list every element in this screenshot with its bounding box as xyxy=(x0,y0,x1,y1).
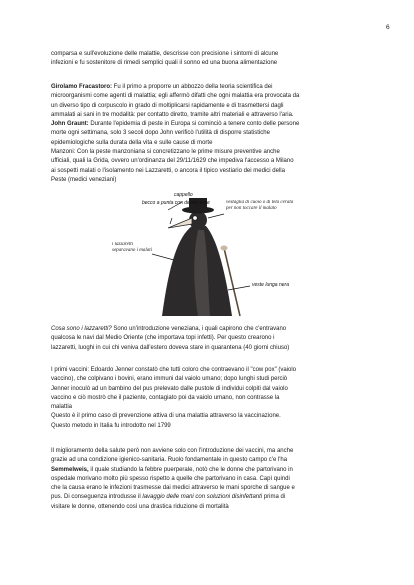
note-robe-material: vestaglia di cuoio o di tela cerata per non toccare il malato xyxy=(226,200,294,211)
graunt-paragraph xyxy=(51,120,369,148)
plague-doctor-illustration xyxy=(112,190,297,320)
lazzaretti-paragraph xyxy=(51,325,369,353)
text-line: malattia xyxy=(51,404,73,411)
text-line: un diverso tipo di corpuscolo in grado di moltiplicarsi rapidamente e di trasmettersi dagli xyxy=(51,102,284,109)
text-line: Peste (medici veneziani) xyxy=(51,176,117,183)
plague-doctor-figure xyxy=(112,190,297,320)
text-line: Sono un'introduzione veneziana, i quali capirono che c'entravano xyxy=(111,326,287,332)
text-line: ai sospetti malati o l'isolamento nei Lazzaretti, o ancora il tipico vestiario dei medici della xyxy=(51,167,285,174)
text-line: I primi vaccini: Edoardo Jenner constatò che tutti coloro che contraevano il "cow pox" (vaiolo xyxy=(51,367,297,373)
text-line: vaccino), che colpivano i bovini, erano immuni dal vaiolo umano; dopo lunghi studi perciò xyxy=(51,376,288,383)
text-line: ufficiali, quali la Grida, ovvero un'ordinanza del 29/11/1629 che impediva l'accesso a Milano xyxy=(51,158,294,165)
text-line: visitare le donne, ottenendo così una drastica riduzione di mortalità xyxy=(51,503,229,510)
graunt-name: John Graunt: xyxy=(51,121,89,127)
text-line: comparsa e sull'evoluzione delle malattie, descrisse con precisione i sintomi di alcune xyxy=(51,51,279,57)
text-line: Il miglioramento della salute però non avviene solo con l'introduzione dei vaccini, ma anche xyxy=(51,448,294,454)
text-line: epidemiologiche sulla durata della vita e sulle cause di morte xyxy=(51,139,213,146)
page-number: 6 xyxy=(386,24,390,31)
manzoni-paragraph xyxy=(51,148,369,185)
fracastoro-name: Girolamo Fracastoro: xyxy=(51,84,113,90)
text-line: lazzaretti, luoghi in cui chi veniva dall'estero doveva stare in quarantena (40 giorni chiuso) xyxy=(51,344,290,351)
text-line: ospedale morivano molto più spesso rispetto a quelle che partorivano in casa. Capì quindi xyxy=(51,475,290,482)
note-left: i lazzaretti separavano i malati xyxy=(112,242,152,253)
text-line: Jenner inoculò ad un bambino del pus prelevato dalle pustole di individui colpiti dal vaiolo xyxy=(51,385,288,392)
goggle-lens xyxy=(193,216,197,220)
note-long-robe: veste lunga nera xyxy=(252,282,289,288)
text-line: grazie ad una condizione igienico-sanitaria. Ruolo fondamentale in questo campo c'e l'ha xyxy=(51,457,288,464)
text-line: che la causa erano le infezioni trasmesse dai medici attraverso le mani sporche di sangue e xyxy=(51,485,295,492)
handwashing-emphasis: lavaggio delle mani con soluzioni disinfettanti xyxy=(142,494,263,501)
gloved-hand xyxy=(221,246,228,251)
note-mask: becco a punta con dentro erbe xyxy=(142,200,210,206)
text-line: ammalati ai sani in tre modalità: per contatto diretto, tramite altri materiali e attraverso l'aria. xyxy=(51,111,294,118)
text-line: vaccino e ciò mostrò che il paziente, contagiato poi da vaiolo umano, non contrasse la xyxy=(51,394,280,401)
text-line: infezioni e fu sostenitore di rimedi semplici quali il sonno ed una buona alimentazione xyxy=(51,60,278,67)
text-line: Manzoni: Con la peste manzoniana si concretizzano le prime misure preventive anche xyxy=(51,149,280,155)
note-robe-material-box xyxy=(226,200,296,240)
lazzaretti-question: Cosa sono i lazzaretti? xyxy=(51,326,112,332)
text-line: morte ogni settimana, solo 3 secoli dopo John verificò l'utilità di disporre statistiche xyxy=(51,130,270,137)
text-line: microorganismi come agenti di malattia; egli affermò difatti che ogni malattia era provocata da xyxy=(51,93,300,100)
text-segment: pus. Di conseguenza introdusse il xyxy=(51,494,143,501)
semmelweis-paragraph xyxy=(51,447,369,512)
text-line: Fu il primo a proporre un abbozzo della teoria scientifica dei xyxy=(112,84,273,90)
note-left-box xyxy=(112,242,156,278)
text-line: Durante l'epidemia di peste in Europa si cominciò a tenere conto delle persone xyxy=(88,121,300,127)
semmelweis-name: Semmelweis, xyxy=(51,466,89,473)
intro-paragraph xyxy=(51,50,369,69)
note-hat: cappello xyxy=(174,192,193,198)
vaccino-paragraph xyxy=(51,366,369,431)
fracastoro-paragraph xyxy=(51,83,369,120)
text-line: Questo è il primo caso di prevenzione attiva di una malattia attraverso la vaccinazione. xyxy=(51,413,281,420)
text-segment: prima di xyxy=(262,494,286,501)
text-line: Questo metodo in Italia fu introdotto nel 1799 xyxy=(51,422,171,429)
text-line: qualcosa le navi dal Medio Oriente (che importava topi infetti). Per questo crearono i xyxy=(51,335,275,342)
text-line: il quale studiando la febbre puerperale, notò che le donne che partorivano in xyxy=(88,466,293,473)
